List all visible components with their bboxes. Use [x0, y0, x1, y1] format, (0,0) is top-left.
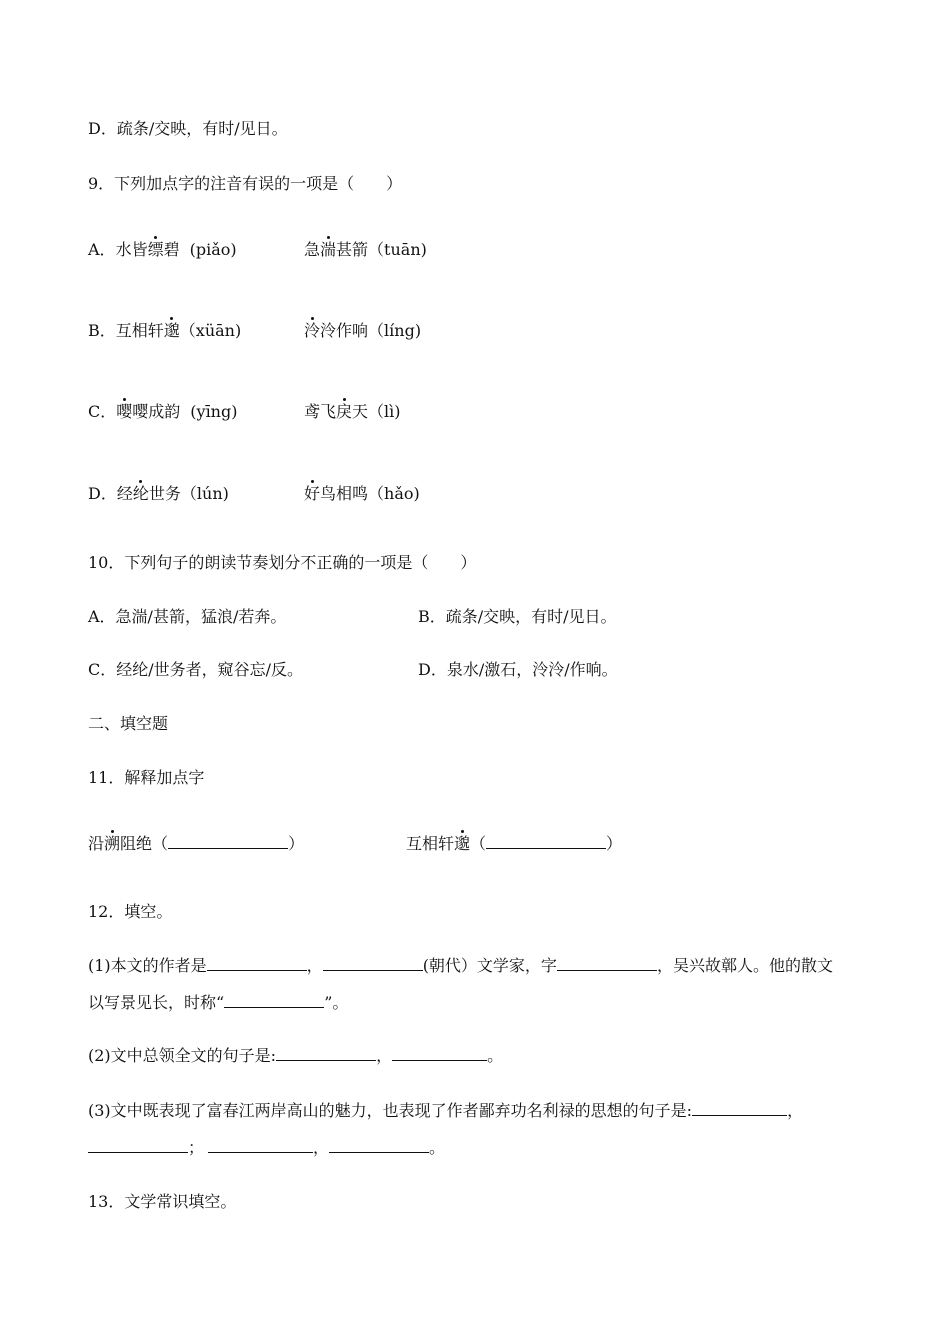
q10-stem: 10．下列句子的朗读节奏划分不正确的一项是（ ）: [88, 553, 477, 572]
answer-blank[interactable]: [692, 1101, 787, 1116]
q12-part3-line1: [88, 1100, 803, 1122]
q9-option-b-item2: [304, 320, 421, 342]
q11-stem: 11．解释加点字: [88, 768, 205, 787]
option-label: A．: [88, 240, 116, 259]
text: (1)本文的作者是: [88, 956, 207, 975]
q9-option-c-item2: [304, 401, 401, 423]
text: 经: [116, 484, 133, 503]
text: ”。: [324, 993, 349, 1012]
pinyin: （xüān): [179, 321, 242, 340]
text: (3)文中既表现了富春江两岸高山的魅力，也表现了作者鄙弃功名利禄的思想的句子是:: [88, 1101, 693, 1120]
pinyin: （líng): [368, 321, 422, 340]
q13-stem: 13．文学常识填空。: [88, 1192, 237, 1211]
pinyin: （lún): [180, 484, 229, 503]
answer-blank[interactable]: [392, 1046, 487, 1061]
text: (2)文中总领全文的句子是:: [88, 1046, 277, 1065]
dotted-char: 纶: [132, 484, 149, 503]
answer-blank[interactable]: [224, 993, 324, 1008]
dotted-char: 湍: [320, 240, 337, 259]
answer-blank[interactable]: [486, 834, 606, 849]
q12-part1-line1: [88, 955, 833, 977]
text: 。: [487, 1046, 504, 1065]
text: 。: [429, 1138, 446, 1157]
text: (朝代）文学家，字: [422, 956, 557, 975]
q9-option-a-item2: [304, 239, 427, 261]
option-label: B．: [88, 321, 116, 340]
dotted-char: 邈: [163, 321, 180, 340]
paren: ）: [606, 834, 623, 853]
text: 泠作响: [320, 321, 369, 340]
text: ，: [306, 956, 323, 975]
answer-blank[interactable]: [276, 1046, 376, 1061]
answer-blank[interactable]: [557, 956, 657, 971]
text: 急: [304, 240, 321, 259]
dotted-char: 溯: [104, 834, 121, 853]
text: ，: [376, 1046, 393, 1065]
q11-item1: [88, 833, 304, 855]
option-label: D．: [88, 484, 117, 503]
q12-part3-line2: [88, 1137, 445, 1159]
text: 鸟相鸣: [320, 484, 369, 503]
answer-blank[interactable]: [323, 956, 423, 971]
text: 阻绝: [120, 834, 153, 853]
text: ；: [188, 1138, 205, 1157]
text: 鸢飞: [304, 402, 337, 421]
dotted-char: 邈: [454, 834, 471, 853]
paren: （: [470, 834, 487, 853]
q11-item2: [406, 833, 622, 855]
text: 以写景见长，时称“: [88, 993, 225, 1012]
dotted-char: 戾: [336, 402, 353, 421]
pinyin: （lì): [368, 402, 401, 421]
text: 沿: [88, 834, 105, 853]
dotted-char: 泠: [304, 321, 321, 340]
pinyin: （hǎo): [368, 484, 420, 503]
q10-option-b: B．疏条/交映，有时/见日。: [418, 607, 617, 626]
answer-blank[interactable]: [208, 1138, 313, 1153]
text: ，: [787, 1101, 804, 1120]
text: 互相轩: [406, 834, 455, 853]
q10-option-c: C．经纶/世务者，窥谷忘/反。: [88, 660, 304, 679]
text: 碧: [163, 240, 180, 259]
q10-option-d: D．泉水/激石，泠泠/作响。: [418, 660, 618, 679]
text: 甚箭: [336, 240, 369, 259]
q10-option-a: A．急湍/甚箭，猛浪/若奔。: [88, 607, 287, 626]
q9-option-d-item2: [304, 483, 420, 505]
text: 天: [352, 402, 369, 421]
answer-blank[interactable]: [88, 1138, 188, 1153]
q9-option-d: [88, 483, 229, 505]
paren: （: [152, 834, 169, 853]
option-label: C．: [88, 402, 117, 421]
q9-option-b: [88, 320, 241, 342]
q12-stem: 12．填空。: [88, 902, 173, 921]
q9-option-a: [88, 239, 237, 261]
q8-option-d: D．疏条/交映，有时/见日。: [88, 119, 288, 138]
q12-part1-line2: [88, 992, 348, 1014]
text: 互相轩: [115, 321, 164, 340]
pinyin: (piǎo): [189, 240, 237, 259]
q9-option-c: [88, 401, 237, 423]
dotted-char: 好: [304, 484, 321, 503]
dotted-char: 缥: [147, 240, 164, 259]
text: ，吴兴故鄣人。他的散文: [656, 956, 833, 975]
text: 世务: [148, 484, 181, 503]
section-title: 二、填空题: [88, 714, 169, 733]
text: 嘤成韵: [132, 402, 181, 421]
dotted-char: 嘤: [116, 402, 133, 421]
answer-blank[interactable]: [329, 1138, 429, 1153]
q12-part2: [88, 1045, 503, 1067]
text: 水皆: [115, 240, 148, 259]
q9-stem: 9．下列加点字的注音有误的一项是（ ）: [88, 174, 403, 193]
pinyin: (yīng): [190, 402, 238, 421]
paren: ）: [288, 834, 305, 853]
answer-blank[interactable]: [168, 834, 288, 849]
pinyin: （tuān): [368, 240, 427, 259]
text: ，: [313, 1138, 330, 1157]
answer-blank[interactable]: [207, 956, 307, 971]
